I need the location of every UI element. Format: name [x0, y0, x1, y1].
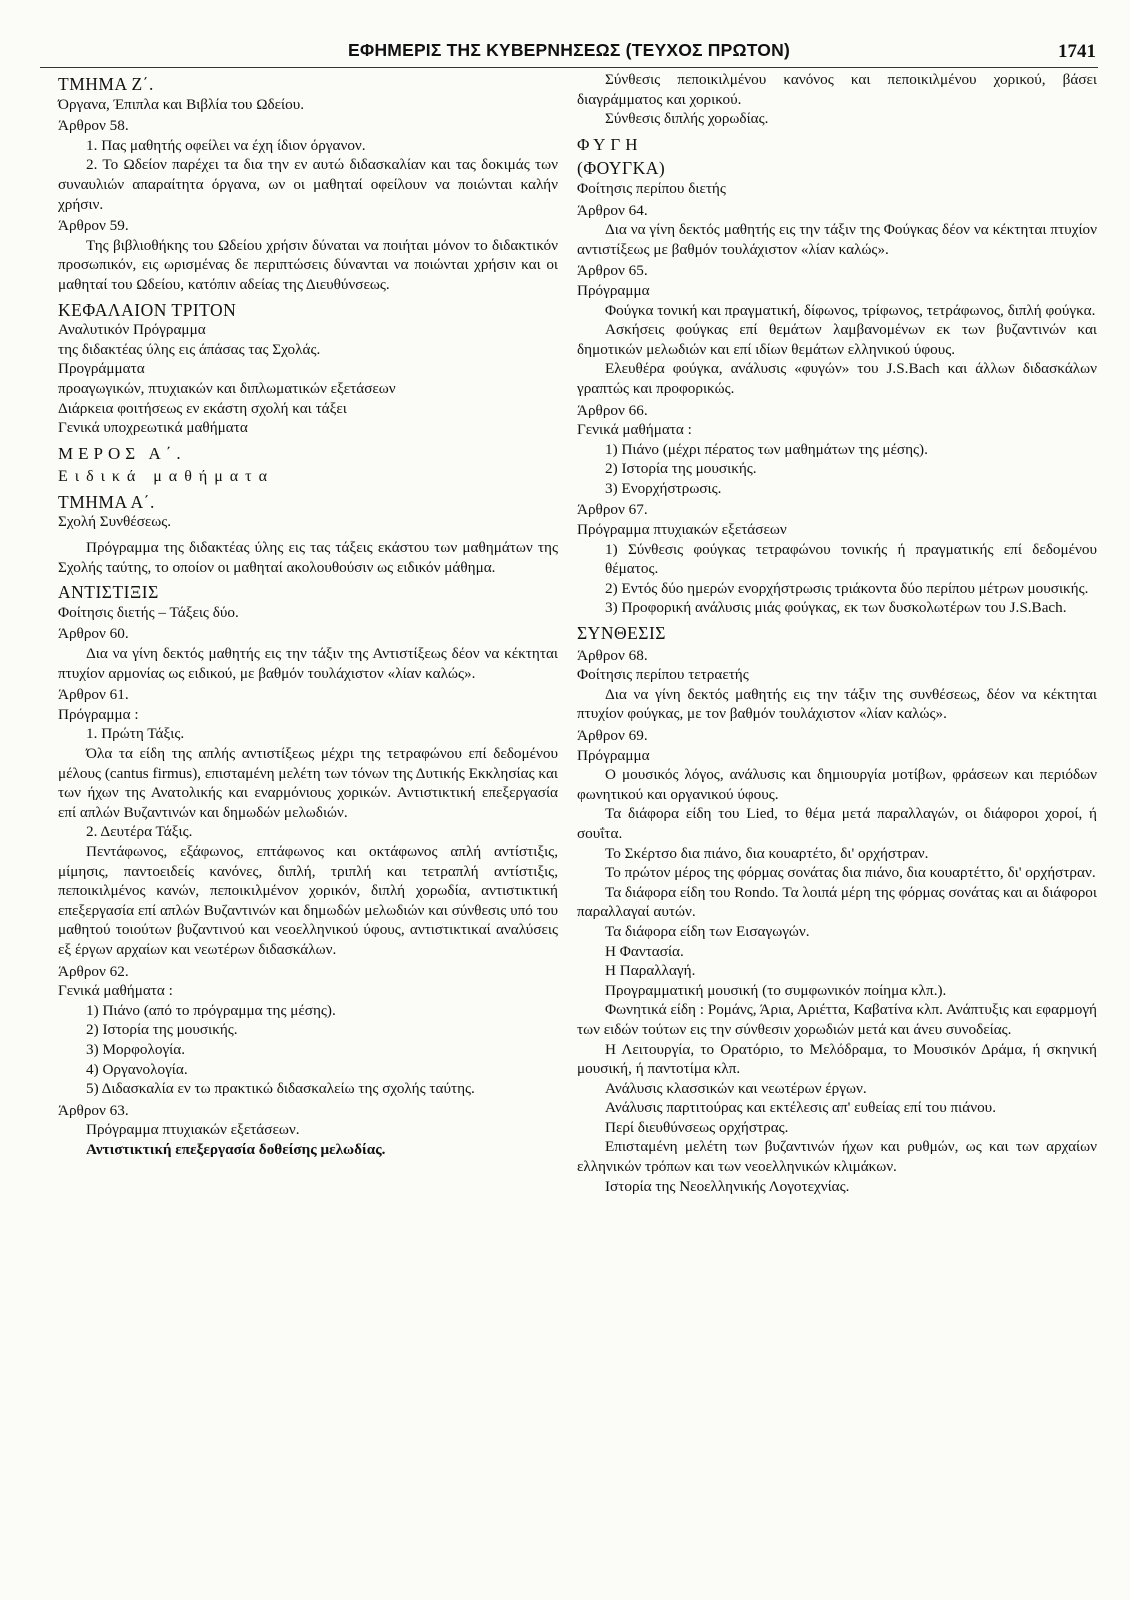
program-label: Πρόγραμμα — [577, 281, 650, 299]
chapter-line: Διάρκεια φοιτήσεως εν εκάστη σχολή και τάξει — [58, 399, 347, 417]
paragraph: 2. Το Ωδείον παρέχει τα δια την εν αυτώ διδασκαλίαν και τας δοκιμάς των συναυλιών απαραίτητα όργανα, ων οι μαθηταί οφείλουν να ποιώνται καλήν χρήσιν. — [58, 156, 558, 213]
subject-heading: ΣΥΝΘΕΣΙΣ — [577, 623, 666, 644]
paragraph: Της βιβλιοθήκης του Ωδείου χρήσιν δύναται να ποιήται μόνον το διδακτικόν προσωπικόν, εις ωρισμένας δε περιπτώσεις δύνανται να ποιώνται χρήσιν και οι μαθηταί του Ωδείου, κατόπιν αδείας της Διευθύνσεως. — [58, 236, 558, 293]
page-number: 1741 — [1058, 41, 1096, 62]
paragraph: Ελευθέρα φούγκα, ανάλυσις «φυγών» του J.S.Bach και άλλων διδασκάλων γραπτώς και προφορικώς. — [577, 360, 1097, 397]
paragraph: Δια να γίνη δεκτός μαθητής εις την τάξιν της συνθέσεως, δέον να κέκτηται πτυχίον φούγκας, με τον βαθμόν τουλάχιστον «λίαν καλώς». — [577, 685, 1097, 723]
chapter-line: προαγωγικών, πτυχιακών και διπλωματικών εξετάσεων — [58, 379, 396, 397]
article-heading: Άρθρον 68. — [577, 646, 648, 664]
subject-duration: Φοίτησις περίπου διετής — [577, 179, 726, 197]
paragraph: Επισταμένη μελέτη των βυζαντινών ήχων και ρυθμών, ως και των αρχαίων ελληνικών τρόπων και των νεοελληνικών κλιμάκων. — [577, 1138, 1097, 1176]
exam-list — [577, 540, 1097, 618]
paragraph: Φούγκα τονική και πραγματική, δίφωνος, τρίφωνος, τετράφωνος, διπλή φούγκα. — [605, 301, 1096, 319]
list-item: 1) Σύνθεσις φούγκας τετραφώνου τονικής ή πραγματικής επί δεδομένου θέματος. — [605, 540, 1097, 578]
paragraph: Τα διάφορα είδη των Εισαγωγών. — [605, 922, 810, 940]
article-heading: Άρθρον 64. — [577, 201, 648, 219]
paragraph: Πρόγραμμα της διδακτέας ύλης εις τας τάξεις εκάστου των μαθημάτων της Σχολής ταύτης, το οποίον οι μαθηταί ακολουθούσιν ως ειδικόν μάθημα. — [58, 539, 558, 576]
paragraph: 1. Πρώτη Τάξις. — [86, 725, 185, 743]
subject-heading: ΦΥΓΗ — [577, 134, 643, 154]
program-label: Πρόγραμμα πτυχιακών εξετάσεων — [577, 521, 787, 539]
list-item: 1) Πιάνο (από το πρόγραμμα της μέσης). — [86, 1001, 336, 1019]
section-heading: ΤΜΗΜΑ Α΄. — [58, 491, 155, 512]
article-heading: Άρθρον 63. — [58, 1101, 129, 1119]
chapter-line: Αναλυτικόν Πρόγραμμα — [58, 321, 206, 339]
header-rule — [40, 67, 1098, 68]
paragraph: Ανάλυσις παρτιτούρας και εκτέλεσις απ' ευθείας επί του πιάνου. — [605, 1099, 997, 1117]
article-heading: Άρθρον 58. — [58, 117, 129, 135]
article-heading: Άρθρον 69. — [577, 727, 648, 744]
program-label: Πρόγραμμα : — [58, 705, 139, 723]
general-label: Γενικά μαθήματα : — [58, 982, 173, 1000]
chapter-heading: ΚΕΦΑΛΑΙΟΝ ΤΡΙΤΟΝ — [58, 299, 237, 320]
paragraph: Ασκήσεις φούγκας επί θεμάτων λαμβανομένων εκ των βυζαντινών και δημοτικών μελωδιών και επί ιδίων θεμάτων ελληνικού ύφους. — [577, 321, 1097, 358]
paragraph: Προγραμματική μουσική (το συμφωνικόν ποίημα κλπ.). — [605, 981, 947, 999]
paragraph: Ιστορία της Νεοελληνικής Λογοτεχνίας. — [605, 1177, 850, 1195]
list-item: 2) Εντός δύο ημερών ενορχήστρωσις τριάκοντα δύο περίπου μέτρων μουσικής. — [605, 579, 1089, 597]
article-heading: Άρθρον 59. — [58, 217, 129, 235]
article-heading: Άρθρον 60. — [58, 625, 129, 643]
list-item: 3) Προφορική ανάλυσις μιάς φούγκας, εκ των δυσκολωτέρων του J.S.Bach. — [605, 599, 1067, 617]
paragraph: Όλα τα είδη της απλής αντιστίξεως μέχρι της τετραφώνου επί δεδομένου μέλους (cantus firmus), επισταμένη μελέτη των τόνων της Δυτικής Εκκλησίας και των ήχων της Ανατολικής και εναρμόνιους χορικών. Αντιστικτική επεξεργασία επί απλών Βυζαντινών και δημωδών μελωδιών. — [58, 745, 558, 821]
paragraph: Η Λειτουργία, το Ορατόριο, το Μελόδραμα, το Μουσικόν Δράμα, ή σκηνική μουσική, ή παντοτίμα κλπ. — [577, 1040, 1097, 1078]
gazette-title: ΕΦΗΜΕΡΙΣ ΤΗΣ ΚΥΒΕΡΝΗΣΕΩΣ (ΤΕΥΧΟΣ ΠΡΩΤΟΝ) — [348, 40, 790, 60]
paragraph: Πεντάφωνος, εξάφωνος, επτάφωνος και οκτάφωνος απλή αντίστιξις, μίμησις, παντοειδείς κανόνες, διπλή, τριπλή και τετραπλή αντίστιξις, πεποικιλμένος κανών, πεποικιλμένον χορικόν, διπλή χορωδία, αντιστικτική επεξεργασία επί απλών Βυζαντινών και δημωδών μελωδιών και σύνθεσις υπό του μαθητού τοιούτων βυζαντινού και νεοελληνικού ύφους, αντιστικτικαί αναλύσεις εξ έργων αρχαίων και νεωτέρων διδασκάλων. — [58, 842, 558, 958]
paragraph: Ανάλυσις κλασσικών και νεωτέρων έργων. — [605, 1079, 867, 1097]
paragraph: Η Παραλλαγή. — [605, 962, 696, 980]
general-label: Γενικά μαθήματα : — [577, 421, 692, 439]
paragraph: 2. Δευτέρα Τάξις. — [86, 823, 193, 841]
article-heading: Άρθρον 62. — [58, 962, 129, 980]
article-heading: Άρθρον 66. — [577, 401, 648, 419]
paragraph: Τα διάφορα είδη του Lied, το θέμα μετά παραλλαγών, οι διάφοροι χοροί, ή σουΐτα. — [577, 805, 1097, 842]
paragraph: Δια να γίνη δεκτός μαθητής εις την τάξιν της Αντιστίξεως δέον να κέκτηται πτυχίον αρμονίας ως ειδικού, με βαθμόν τουλάχιστον «λίαν καλώς». — [58, 645, 558, 682]
page-header — [40, 36, 1098, 68]
list-item: 2) Ιστορία της μουσικής. — [86, 1021, 238, 1039]
general-list — [577, 440, 1097, 499]
paragraph: Περί διευθύνσεως ορχήστρας. — [605, 1118, 789, 1136]
paragraph: Αντιστικτική επεξεργασία δοθείσης μελωδίας. — [86, 1140, 386, 1158]
list-item: 4) Οργανολογία. — [86, 1060, 188, 1078]
general-list — [58, 1001, 558, 1099]
paragraph: Φωνητικά είδη : Ρομάνς, Άρια, Αριέττα, Καβατίνα κλπ. Ανάπτυξις και εφαρμογή των ειδών τούτων εις την σύνθεσιν χορωδιών μετά και άνευ συνοδείας. — [577, 1001, 1097, 1038]
paragraph: 1. Πας μαθητής οφείλει να έχη ίδιον όργανον. — [86, 136, 366, 154]
article-heading: Άρθρον 67. — [577, 501, 648, 519]
section-heading: ΤΜΗΜΑ Ζ΄. — [58, 74, 154, 94]
section-subtitle: Όργανα, Έπιπλα και Βιβλία του Ωδείου. — [58, 95, 305, 113]
chapter-line: της διδακτέας ύλης εις άπάσας τας Σχολάς. — [58, 340, 321, 358]
list-item: 3) Μορφολογία. — [86, 1040, 185, 1058]
program-label: Πρόγραμμα — [577, 746, 650, 764]
part-subheading: Ειδικά μαθήματα — [58, 468, 274, 486]
left-column — [58, 70, 558, 1159]
section-subtitle: Σχολή Συνθέσεως. — [58, 513, 172, 531]
paragraph: Σύνθεσις διπλής χορωδίας. — [605, 110, 769, 128]
list-item: 2) Ιστορία της μουσικής. — [605, 460, 757, 478]
subject-duration: Φοίτησις διετής – Τάξεις δύο. — [58, 603, 239, 621]
article-heading: Άρθρον 65. — [577, 262, 648, 280]
list-item: 3) Ενορχήστρωσις. — [605, 479, 722, 497]
chapter-line: Προγράμματα — [58, 360, 145, 378]
chapter-line: Γενικά υποχρεωτικά μαθήματα — [58, 419, 248, 437]
paragraph: Το Σκέρτσο δια πιάνο, δια κουαρτέτο, δι' ορχήστραν. — [605, 844, 929, 862]
part-heading: ΜΕΡΟΣ Α΄. — [58, 443, 186, 463]
list-item: 1) Πιάνο (μέχρι πέρατος των μαθημάτων της μέσης). — [605, 440, 928, 458]
paragraph: Σύνθεσις πεποικιλμένου κανόνος και πεποικιλμένου χορικού, βάσει διαγράμματος και χορικού. — [577, 71, 1097, 108]
article-heading: Άρθρον 61. — [58, 686, 129, 704]
paragraph: Ο μουσικός λόγος, ανάλυσις και δημιουργία μοτίβων, φράσεων και περιόδων φωνητικού και οργανικού ύφους. — [577, 766, 1097, 803]
paragraph: Τα διάφορα είδη του Rondo. Τα λοιπά μέρη της φόρμας σονάτας και αι διάφοροι παραλλαγαί αυτών. — [577, 883, 1097, 921]
right-column — [577, 70, 1097, 1196]
paragraph: Το πρώτον μέρος της φόρμας σονάτας δια πιάνο, δια κουαρτέττο, δι' ορχήστραν. — [605, 864, 1096, 882]
paragraph: Πρόγραμμα πτυχιακών εξετάσεων. — [86, 1121, 300, 1139]
list-item: 5) Διδασκαλία εν τω πρακτικώ διδασκαλείω της σχολής ταύτης. — [86, 1080, 475, 1098]
subject-duration: Φοίτησις περίπου τετραετής — [577, 666, 749, 684]
paragraph: Η Φαντασία. — [605, 942, 684, 960]
subject-heading-alt: (ΦΟΥΓΚΑ) — [577, 158, 666, 179]
paragraph: Δια να γίνη δεκτός μαθητής εις την τάξιν της Φούγκας δέον να κέκτηται πτυχίον αντιστίξεως με βαθμόν τουλάχιστον «λίαν καλώς». — [577, 221, 1097, 258]
subject-heading: ΑΝΤΙΣΤΙΞΙΣ — [58, 582, 159, 603]
